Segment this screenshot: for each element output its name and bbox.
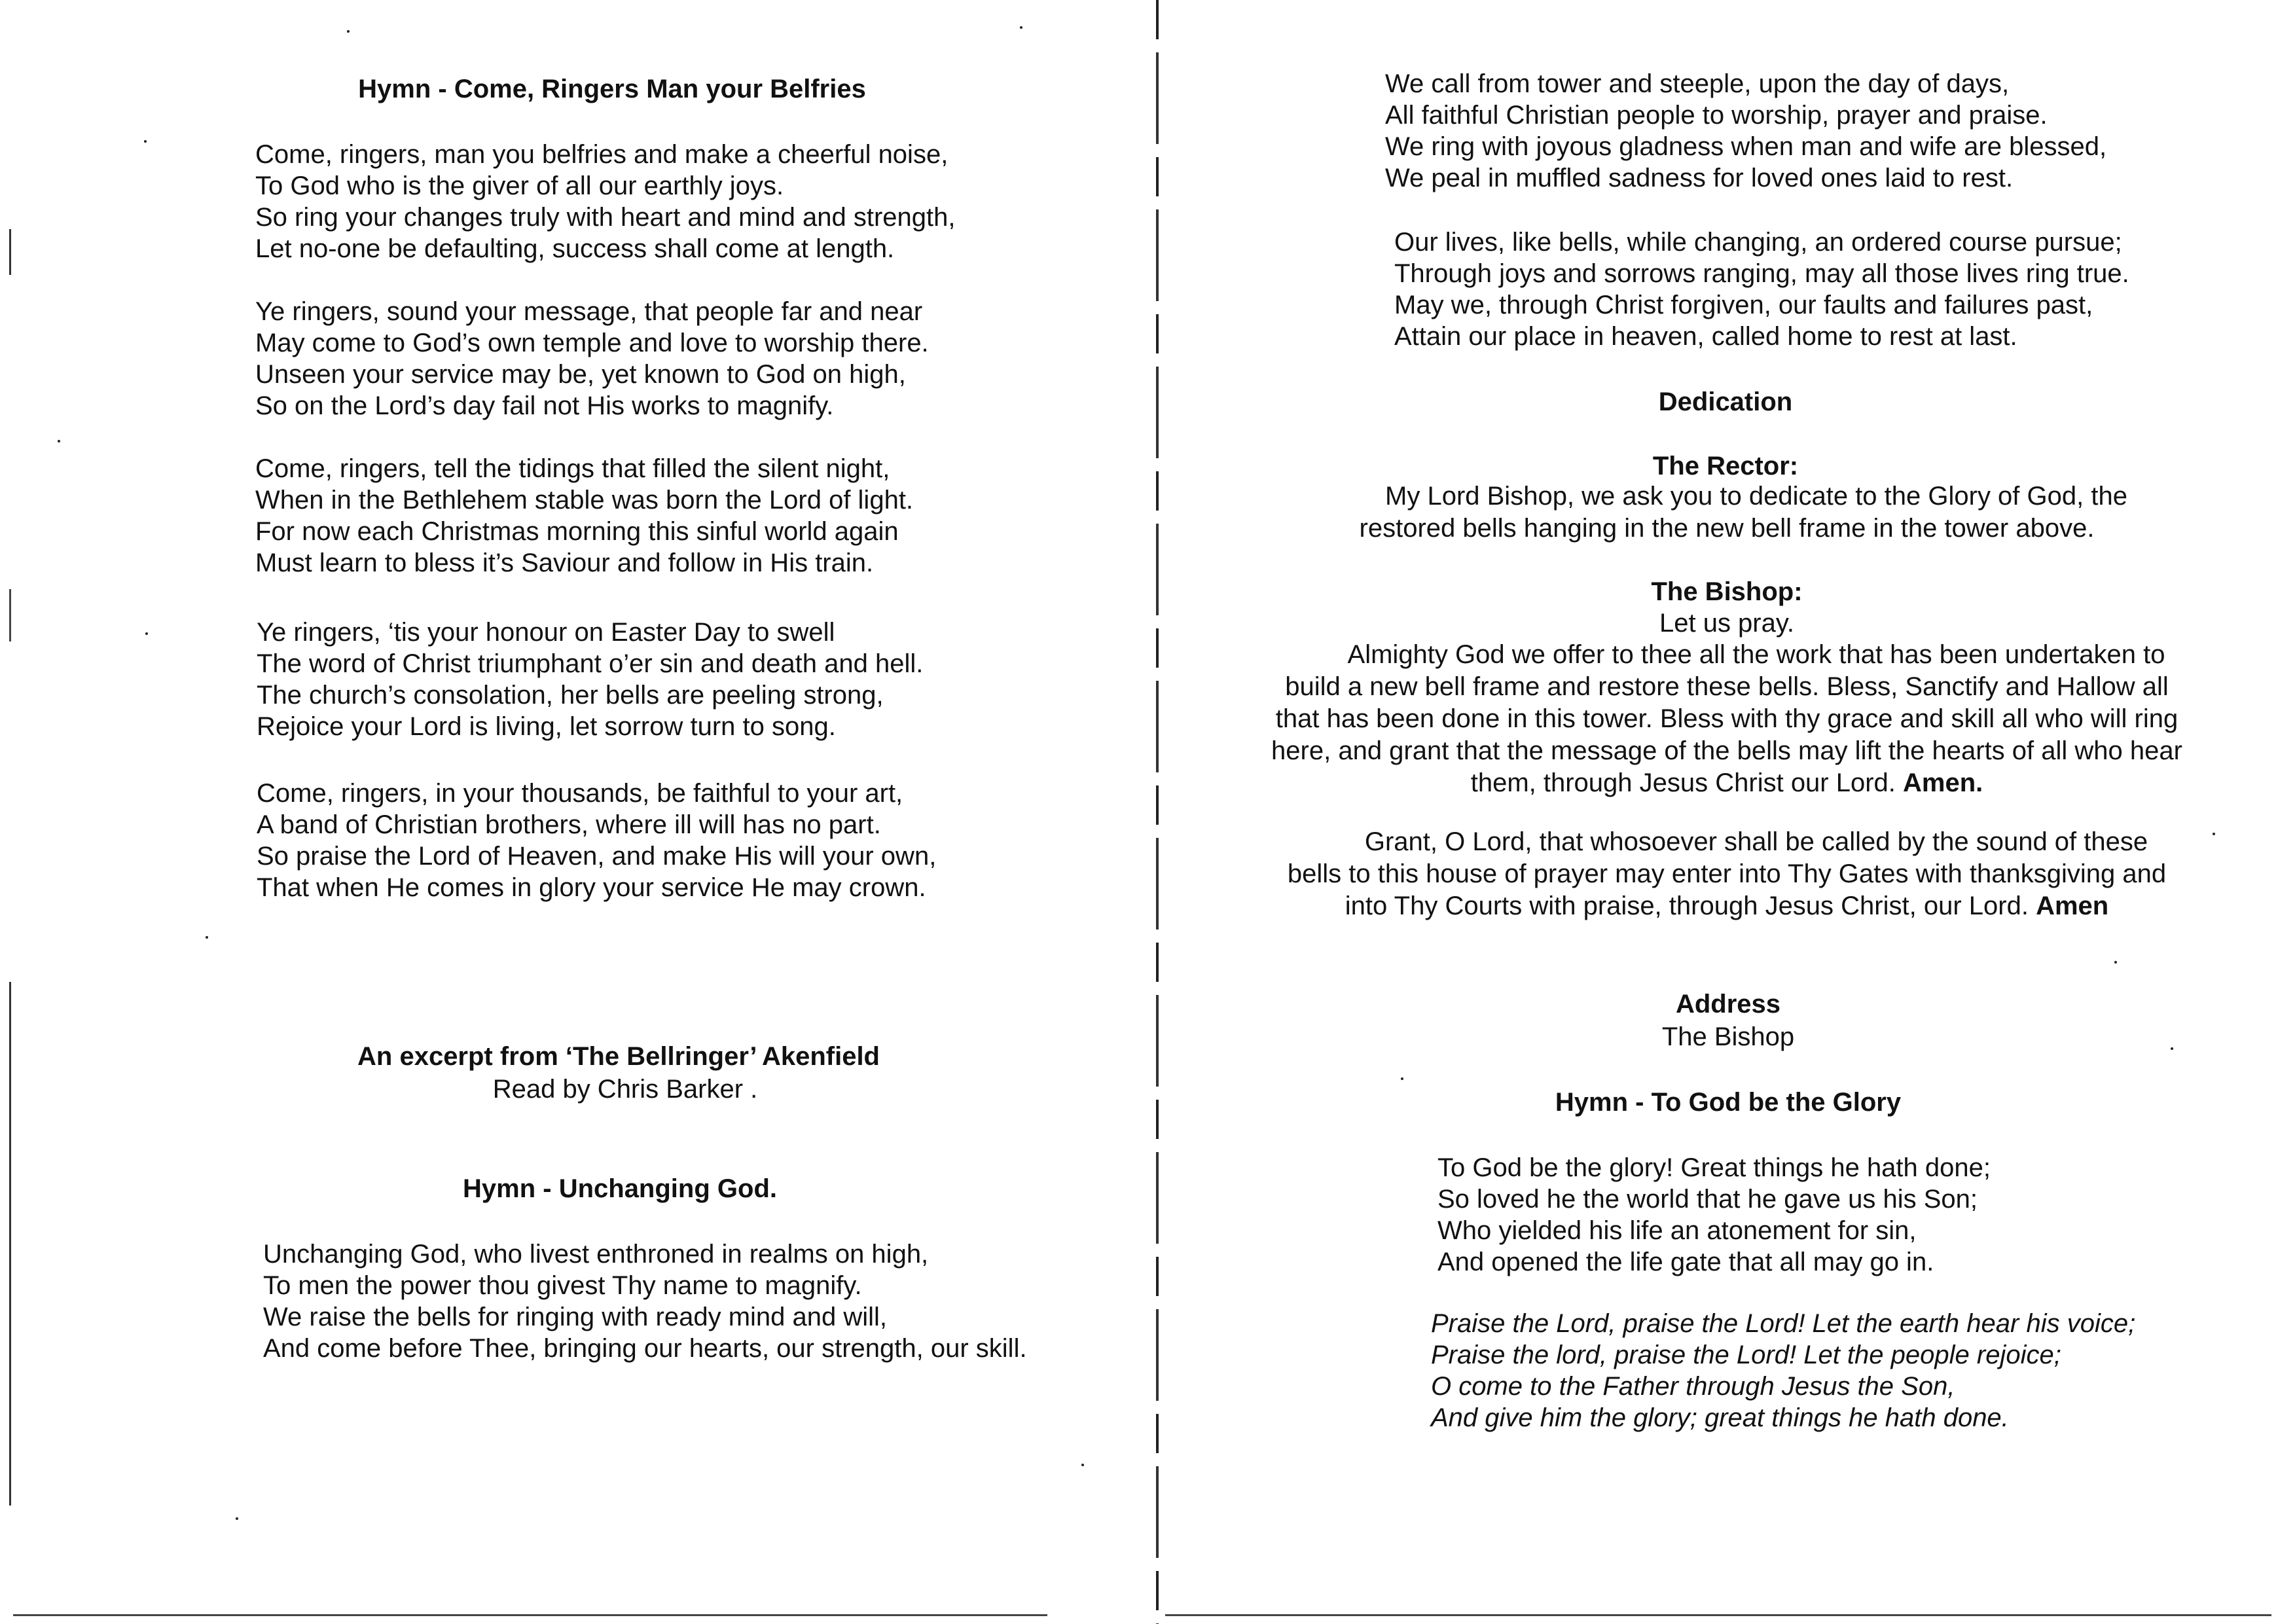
- stanza-line: To men the power thou givest Thy name to magnify.: [263, 1271, 862, 1300]
- amen-1: Amen.: [1903, 768, 1983, 797]
- address-speaker: The Bishop: [1661, 1022, 1795, 1051]
- stanza-line: And come before Thee, bringing our hearts, our strength, our skill.: [263, 1334, 1027, 1363]
- stanza-line: Attain our place in heaven, called home to rest at last.: [1394, 322, 2017, 351]
- hymn1-stanza-2: [255, 296, 929, 422]
- stanza-line: O come to the Father through Jesus the Son,: [1431, 1372, 1955, 1401]
- hymn1-cont-stanza-1: [1385, 68, 2106, 194]
- stanza-line: The church’s consolation, her bells are peeling strong,: [257, 681, 884, 710]
- scan-speck: [2213, 833, 2215, 835]
- stanza-line: Must learn to bless it’s Saviour and follow in His train.: [255, 549, 874, 577]
- hymn1-stanza-4: [257, 617, 923, 742]
- stanza-line: Come, ringers, tell the tidings that filled the silent night,: [255, 454, 890, 483]
- stanza-line: All faithful Christian people to worship, prayer and praise.: [1385, 101, 2048, 130]
- excerpt-title: An excerpt from ‘The Bellringer’ Akenfield: [357, 1042, 880, 1071]
- hymn1-title: Hymn - Come, Ringers Man your Belfries: [358, 75, 866, 103]
- stanza-line: Unchanging God, who livest enthroned in realms on high,: [263, 1240, 929, 1269]
- prose-line: [1271, 767, 2182, 799]
- stanza-line: Through joys and sorrows ranging, may all those lives ring true.: [1394, 259, 2129, 288]
- stanza-line: Ye ringers, ‘tis your honour on Easter Day to swell: [257, 618, 835, 647]
- right-page: [1156, 0, 2295, 1624]
- address-title: Address: [1675, 990, 1781, 1019]
- stanza-line: Unseen your service may be, yet known to God on high,: [255, 360, 906, 389]
- grant-prayer: [1288, 826, 2166, 922]
- stanza-line: May come to God’s own temple and love to worship there.: [255, 329, 929, 357]
- hymn2-stanza: [263, 1238, 1027, 1364]
- stanza-line: Come, ringers, man you belfries and make a cheerful noise,: [255, 140, 949, 169]
- bottom-scan-edge-left: [13, 1614, 1047, 1616]
- prose-line: My Lord Bishop, we ask you to dedicate to the Glory of God, the: [1385, 482, 2127, 511]
- scan-speck: [236, 1517, 238, 1520]
- hymn1-stanza-3: [255, 453, 913, 579]
- scan-speck: [144, 140, 147, 143]
- stanza-line: The word of Christ triumphant o’er sin and death and hell.: [257, 649, 924, 678]
- stanza-line: That when He comes in glory your service He may crown.: [257, 873, 926, 902]
- dedication-prayer: [1271, 639, 2182, 799]
- prose-line: restored bells hanging in the new bell frame in the tower above.: [1359, 514, 2095, 543]
- scan-speck: [145, 632, 148, 635]
- amen-2: Amen: [2036, 892, 2109, 920]
- stanza-line: So on the Lord’s day fail not His works to magnify.: [255, 391, 834, 420]
- hymn2-title: Hymn - Unchanging God.: [463, 1174, 777, 1203]
- stanza-line: So praise the Lord of Heaven, and make His will your own,: [257, 842, 937, 871]
- prayer-last-line: into Thy Courts with praise, through Jesus Christ, our Lord.: [1345, 892, 2029, 920]
- page-binding-fold: [1156, 0, 1159, 1624]
- prose-line: build a new bell frame and restore these bells. Bless, Sanctify and Hallow all: [1285, 672, 2169, 701]
- scan-speck: [1020, 26, 1022, 29]
- scan-speck: [2114, 961, 2117, 964]
- scan-speck: [347, 30, 350, 33]
- bishop-intro: Let us pray.: [1659, 609, 1795, 638]
- prose-line: Grant, O Lord, that whosoever shall be called by the sound of these: [1364, 827, 2148, 856]
- stanza-line: So loved he the world that he gave us his Son;: [1437, 1185, 1978, 1214]
- stanza-line: Who yielded his life an atonement for sin,: [1437, 1216, 1917, 1245]
- stanza-line: Praise the lord, praise the Lord! Let the people rejoice;: [1431, 1341, 2061, 1369]
- stanza-line: So ring your changes truly with heart and mind and strength,: [255, 203, 956, 232]
- hymn3-verse: [1437, 1152, 1991, 1278]
- excerpt-reader: Read by Chris Barker .: [492, 1075, 758, 1104]
- scan-speck: [58, 440, 60, 442]
- stanza-line: Our lives, like bells, while changing, an ordered course pursue;: [1394, 228, 2122, 257]
- stanza-line: When in the Bethlehem stable was born the Lord of light.: [255, 486, 914, 514]
- bishop-label: The Bishop:: [1651, 577, 1803, 606]
- stanza-line: We call from tower and steeple, upon the day of days,: [1385, 69, 2010, 98]
- prose-line: Almighty God we offer to thee all the work that has been undertaken to: [1347, 640, 2165, 669]
- stanza-line: To God who is the giver of all our earthly joys.: [255, 171, 784, 200]
- prose-line: bells to this house of prayer may enter into Thy Gates with thanksgiving and: [1287, 859, 2167, 888]
- left-scan-edge: [9, 0, 11, 1624]
- rector-label: The Rector:: [1652, 452, 1799, 480]
- stanza-line: Praise the Lord, praise the Lord! Let the earth hear his voice;: [1431, 1309, 2136, 1338]
- prose-line: here, and grant that the message of the bells may lift the hearts of all who hear: [1271, 736, 2182, 765]
- stanza-line: A band of Christian brothers, where ill will has no part.: [257, 810, 881, 839]
- dedication-title: Dedication: [1658, 388, 1793, 416]
- scan-speck: [1081, 1464, 1084, 1466]
- hymn3-title: Hymn - To God be the Glory: [1555, 1088, 1902, 1117]
- stanza-line: Let no-one be defaulting, success shall come at length.: [255, 234, 895, 263]
- stanza-line: Ye ringers, sound your message, that people far and near: [255, 297, 923, 326]
- stanza-line: To God be the glory! Great things he hath done;: [1437, 1153, 1991, 1182]
- prose-line: [1288, 890, 2166, 922]
- bottom-scan-edge-right: [1165, 1614, 2271, 1616]
- scan-speck: [206, 936, 208, 939]
- prose-line: that has been done in this tower. Bless with thy grace and skill all who will ring: [1275, 704, 2178, 733]
- hymn1-stanza-5: [257, 778, 936, 903]
- hymn1-cont-stanza-2: [1394, 226, 2129, 352]
- stanza-line: For now each Christmas morning this sinful world again: [255, 517, 899, 546]
- rector-request: [1326, 480, 2127, 545]
- hymn3-chorus: [1431, 1308, 2135, 1434]
- stanza-line: And give him the glory; great things he hath done.: [1431, 1403, 2009, 1432]
- stanza-line: And opened the life gate that all may go in.: [1437, 1248, 1934, 1276]
- scan-speck: [1401, 1077, 1403, 1080]
- stanza-line: We peal in muffled sadness for loved ones laid to rest.: [1385, 164, 2014, 192]
- prayer-last-line: them, through Jesus Christ our Lord.: [1470, 768, 1896, 797]
- stanza-line: We raise the bells for ringing with ready mind and will,: [263, 1303, 888, 1331]
- stanza-line: May we, through Christ forgiven, our faults and failures past,: [1394, 291, 2093, 319]
- stanza-line: Rejoice your Lord is living, let sorrow turn to song.: [257, 712, 836, 741]
- stanza-line: Come, ringers, in your thousands, be faithful to your art,: [257, 779, 903, 808]
- scan-speck: [2171, 1047, 2173, 1050]
- stanza-line: We ring with joyous gladness when man and wife are blessed,: [1385, 132, 2107, 161]
- hymn1-stanza-1: [255, 139, 956, 264]
